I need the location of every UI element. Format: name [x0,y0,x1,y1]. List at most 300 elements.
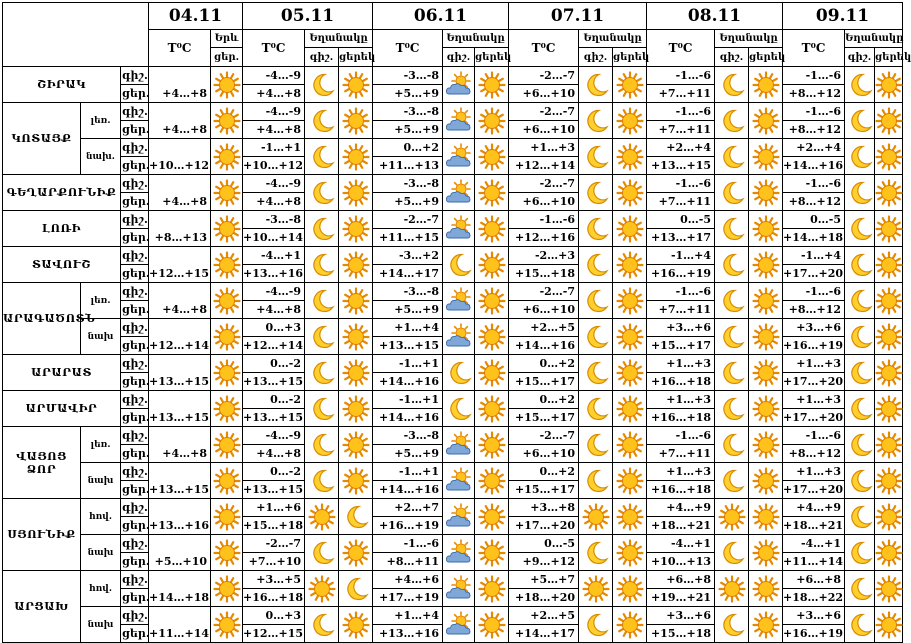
moon-weather-cell [305,247,339,283]
moon-weather-cell [579,463,613,499]
cloud-weather-cell [443,319,475,355]
night-temp: -3…+2 [373,247,443,265]
moon-icon [445,360,473,386]
moon-icon [308,396,336,422]
region-name: ՇԻՐԱԿ [3,67,121,103]
moon-icon [308,360,336,386]
day-label: ցերեկ [339,48,373,67]
sun-weather-cell [211,463,243,499]
night-temp: -1…-6 [783,175,845,193]
sun-weather-cell [211,427,243,463]
day-temp: +14…+16 [509,337,579,355]
sun-icon [752,108,780,134]
day-temp: +13…+17 [647,229,715,247]
sun-weather-cell [875,283,903,319]
temp-range: +14…+18 [149,571,211,607]
sun-icon [616,468,644,494]
sun-weather-cell [211,571,243,607]
subregion-label: հով. [81,571,121,607]
night-temp: +2…+5 [509,607,579,625]
night-temp: -4…-9 [243,175,305,193]
temp-range: +13…+15 [149,391,211,427]
sun-icon [342,396,370,422]
day-temp: +8…+11 [373,553,443,571]
sun-icon [582,576,610,602]
moon-weather-cell [579,67,613,103]
region-row [3,535,903,553]
moon-weather-cell [845,463,875,499]
day-temp: +6…+10 [509,445,579,463]
day-label: ցեր. [121,553,149,571]
day-temp: +14…+16 [783,157,845,175]
moon-weather-cell [443,355,475,391]
partly-cloudy-icon [445,72,473,98]
sun-icon [875,360,903,386]
day-temp: +16…+19 [373,517,443,535]
moon-icon [445,252,473,278]
moon-icon [582,144,610,170]
day-temp: +15…+18 [647,625,715,643]
region-name: ԱՐԱՐԱՏ [3,355,121,391]
day-temp: +8…+12 [783,85,845,103]
sun-icon [308,504,336,530]
sun-weather-cell [339,67,373,103]
night-temp: -3…-8 [373,283,443,301]
night-temp: +6…+8 [647,571,715,589]
moon-weather-cell [579,211,613,247]
night-temp: -1…+1 [243,139,305,157]
moon-icon [308,180,336,206]
sun-weather-cell [475,175,509,211]
night-temp: +1…+3 [783,391,845,409]
moon-weather-cell [305,139,339,175]
sun-weather-cell [613,103,647,139]
sun-weather-cell [613,535,647,571]
day-label: ցեր. [121,265,149,283]
moon-weather-cell [579,247,613,283]
night-temp: +1…+3 [647,391,715,409]
moon-icon [582,180,610,206]
moon-weather-cell [715,355,749,391]
sun-weather-cell [715,499,749,535]
moon-icon [342,576,370,602]
night-temp: 0…+2 [509,391,579,409]
subregion-label: հով. [81,499,121,535]
sun-weather-cell [875,499,903,535]
sun-weather-cell [579,571,613,607]
moon-icon [718,468,746,494]
day-temp: +13…+15 [243,481,305,499]
sun-weather-cell [749,319,783,355]
sun-weather-cell [749,571,783,607]
moon-icon [846,576,874,602]
day-temp: +14…+17 [373,265,443,283]
sun-icon [342,72,370,98]
night-temp: +1…+4 [373,319,443,337]
partly-cloudy-icon [445,108,473,134]
moon-weather-cell [715,391,749,427]
sun-icon [213,396,241,422]
night-temp: +2…+5 [509,319,579,337]
day-temp: +9…+12 [509,553,579,571]
weather-label: Եղանակը [443,30,509,48]
sun-icon [875,396,903,422]
moon-icon [846,324,874,350]
day-label: ցեր. [121,193,149,211]
night-temp: -4…-9 [243,427,305,445]
moon-weather-cell [715,247,749,283]
sun-icon [478,360,506,386]
moon-icon [582,540,610,566]
day-temp: +16…+19 [783,337,845,355]
sun-icon [616,180,644,206]
day-temp: +12…+15 [243,625,305,643]
day-label: ցեր. [121,409,149,427]
night-temp: -2…-7 [509,283,579,301]
moon-weather-cell [305,607,339,643]
region-row [3,607,903,625]
moon-weather-cell [845,103,875,139]
moon-weather-cell [305,355,339,391]
temp-label: T⁰C [149,30,211,67]
day-temp: +11…+13 [373,157,443,175]
subregion-label: նախ. [81,139,121,175]
sun-icon [752,216,780,242]
sun-weather-cell [749,247,783,283]
moon-icon [718,252,746,278]
moon-weather-cell [579,103,613,139]
sun-weather-cell [475,103,509,139]
region-name: ԱՐՑԱԽ [3,571,81,643]
sun-weather-cell [749,283,783,319]
partly-cloudy-icon [445,288,473,314]
day-temp: +14…+17 [509,625,579,643]
subregion-label: նախ [81,535,121,571]
sun-weather-cell [339,463,373,499]
moon-weather-cell [305,175,339,211]
night-label: գիշ. [121,67,149,85]
night-label: գիշ. [121,103,149,121]
sun-icon [342,360,370,386]
sun-weather-cell [579,499,613,535]
date-header: 05.11 [243,3,373,30]
moon-icon [846,252,874,278]
temp-label: T⁰C [243,30,305,67]
night-temp: -3…-8 [373,175,443,193]
moon-icon [308,216,336,242]
sun-weather-cell [475,355,509,391]
partly-cloudy-icon [445,504,473,530]
sun-weather-cell [339,391,373,427]
sun-weather-cell [211,535,243,571]
day-temp: +17…+20 [783,409,845,427]
region-row [3,175,903,193]
sun-weather-cell [875,319,903,355]
partly-cloudy-icon [445,612,473,638]
region-row [3,67,903,85]
cloud-weather-cell [443,571,475,607]
temp-range: +12…+15 [149,247,211,283]
day-temp: +18…+22 [783,589,845,607]
sun-weather-cell [875,355,903,391]
temp-label: T⁰C [783,30,845,67]
sun-icon [342,180,370,206]
moon-icon [846,396,874,422]
moon-icon [582,252,610,278]
sun-weather-cell [211,139,243,175]
day-temp: +5…+9 [373,121,443,139]
moon-icon [846,288,874,314]
night-label: գիշ. [305,48,339,67]
moon-weather-cell [715,427,749,463]
sun-icon [213,540,241,566]
day-temp: +15…+17 [509,373,579,391]
sun-weather-cell [211,175,243,211]
night-label: գիշ. [715,48,749,67]
sun-icon [342,288,370,314]
moon-icon [846,540,874,566]
moon-weather-cell [305,427,339,463]
day-label: ցեր. [121,481,149,499]
sun-icon [616,216,644,242]
cloud-weather-cell [443,607,475,643]
moon-weather-cell [443,391,475,427]
sun-icon [875,324,903,350]
moon-weather-cell [305,211,339,247]
temp-range: +4…+8 [149,103,211,139]
cloud-weather-cell [443,535,475,571]
sun-icon [875,576,903,602]
moon-icon [718,72,746,98]
day-temp: +14…+16 [373,373,443,391]
sun-weather-cell [749,211,783,247]
region-name: ԼՈՌԻ [3,211,121,247]
day-temp: +7…+11 [647,121,715,139]
moon-icon [718,180,746,206]
region-name: ՎԱՅՈՑ ՁՈՐ [3,427,81,499]
partly-cloudy-icon [445,576,473,602]
partly-cloudy-icon [445,432,473,458]
sun-icon [616,576,644,602]
moon-weather-cell [845,535,875,571]
moon-weather-cell [845,175,875,211]
sun-icon [752,576,780,602]
moon-weather-cell [305,283,339,319]
sun-icon [478,288,506,314]
moon-icon [582,396,610,422]
sun-weather-cell [211,607,243,643]
night-temp: -4…-9 [243,283,305,301]
sun-icon [582,504,610,530]
sun-weather-cell [613,175,647,211]
day-temp: +13…+16 [243,265,305,283]
day-temp: +5…+9 [373,85,443,103]
sun-weather-cell [749,427,783,463]
sun-weather-cell [339,427,373,463]
sun-icon [342,612,370,638]
sun-weather-cell [211,247,243,283]
sun-weather-cell [875,571,903,607]
moon-icon [846,612,874,638]
moon-icon [582,360,610,386]
partly-cloudy-icon [445,468,473,494]
sun-icon [478,432,506,458]
date-header: 08.11 [647,3,783,30]
sun-weather-cell [875,175,903,211]
night-temp: -1…-6 [783,103,845,121]
day-temp: +7…+10 [243,553,305,571]
sun-weather-cell [875,607,903,643]
day-temp: +11…+15 [373,229,443,247]
region-name: ՏԱՎՈՒՇ [3,247,121,283]
moon-weather-cell [845,607,875,643]
sun-icon [342,144,370,170]
day-label: ցեր. [121,157,149,175]
day-temp: +14…+18 [783,229,845,247]
night-temp: -2…-7 [509,103,579,121]
sun-weather-cell [475,499,509,535]
region-row [3,391,903,409]
night-temp: -1…+1 [373,355,443,373]
sun-icon [342,108,370,134]
sun-icon [478,72,506,98]
sun-icon [213,504,241,530]
sun-icon [478,576,506,602]
moon-icon [718,216,746,242]
sun-weather-cell [749,355,783,391]
sun-weather-cell [339,283,373,319]
sun-icon [213,108,241,134]
day-temp: +4…+8 [243,121,305,139]
sun-icon [875,432,903,458]
sun-weather-cell [211,211,243,247]
sun-icon [478,216,506,242]
day-temp: +17…+20 [783,373,845,391]
day-label: ցեր. [121,445,149,463]
day-label: ցեր. [121,229,149,247]
day-label: ցերեկ [875,48,903,67]
sun-weather-cell [211,391,243,427]
day-temp: +6…+10 [509,85,579,103]
day-temp: +17…+20 [783,265,845,283]
moon-weather-cell [845,499,875,535]
sun-icon [342,324,370,350]
moon-icon [582,72,610,98]
night-temp: +3…+6 [783,319,845,337]
cloud-weather-cell [443,427,475,463]
subregion-label: լեռ. [81,283,121,319]
day-temp: +14…+16 [373,481,443,499]
sun-weather-cell [339,535,373,571]
night-label: գիշ. [121,427,149,445]
night-temp: -1…+1 [373,391,443,409]
day-temp: +15…+18 [243,517,305,535]
partly-cloudy-icon [445,144,473,170]
sun-icon [213,432,241,458]
sun-weather-cell [749,139,783,175]
day-temp: +8…+12 [783,193,845,211]
moon-weather-cell [579,319,613,355]
moon-weather-cell [715,67,749,103]
sun-icon [213,612,241,638]
region-name: ԱՐԱԳԱԾՈՏՆ [3,283,81,355]
sun-weather-cell [339,607,373,643]
moon-weather-cell [715,103,749,139]
region-name: ՍՅՈՒՆԻՔ [3,499,81,571]
sun-weather-cell [875,139,903,175]
moon-weather-cell [715,175,749,211]
night-temp: -1…+1 [373,463,443,481]
day-temp: +4…+8 [243,301,305,319]
sun-icon [752,432,780,458]
sun-icon [616,252,644,278]
night-temp: +2…+4 [783,139,845,157]
sun-weather-cell [339,211,373,247]
day-temp: +16…+18 [647,409,715,427]
region-row [3,247,903,265]
moon-weather-cell [715,319,749,355]
day-temp: +4…+8 [243,85,305,103]
night-label: գիշ. [121,319,149,337]
day-temp: +5…+9 [373,193,443,211]
sun-weather-cell [475,211,509,247]
moon-weather-cell [305,535,339,571]
day-temp: +18…+21 [783,517,845,535]
night-temp: 0…-2 [243,463,305,481]
weather-label: Եղանակը [305,30,373,48]
moon-icon [308,108,336,134]
sun-icon [752,324,780,350]
night-temp: +3…+5 [243,571,305,589]
sun-icon [752,144,780,170]
night-temp: +4…+9 [783,499,845,517]
night-temp: -4…-9 [243,67,305,85]
sun-icon [616,432,644,458]
night-temp: -1…-6 [647,283,715,301]
sun-weather-cell [875,247,903,283]
sun-icon [213,324,241,350]
sun-icon [752,612,780,638]
moon-weather-cell [305,319,339,355]
night-temp: -1…-6 [647,67,715,85]
day-temp: +13…+16 [373,625,443,643]
day-label: ցերեկ [475,48,509,67]
day-temp: +7…+11 [647,193,715,211]
sun-icon [478,324,506,350]
moon-icon [582,432,610,458]
sun-weather-cell [749,391,783,427]
night-temp: 0…+3 [243,319,305,337]
date-header: 07.11 [509,3,647,30]
night-temp: -2…-7 [243,535,305,553]
night-temp: +3…+6 [783,607,845,625]
sun-weather-cell [475,283,509,319]
day-temp: +18…+21 [647,517,715,535]
night-temp: -4…-9 [243,103,305,121]
partly-cloudy-icon [445,324,473,350]
cloud-weather-cell [443,103,475,139]
night-temp: -1…-6 [647,175,715,193]
sun-icon [308,576,336,602]
sun-weather-cell [475,139,509,175]
region-row [3,355,903,373]
temp-label: T⁰C [373,30,443,67]
sun-icon [752,504,780,530]
moon-icon [308,288,336,314]
cloud-weather-cell [443,175,475,211]
day-temp: +15…+17 [509,481,579,499]
night-temp: 0…+2 [509,355,579,373]
